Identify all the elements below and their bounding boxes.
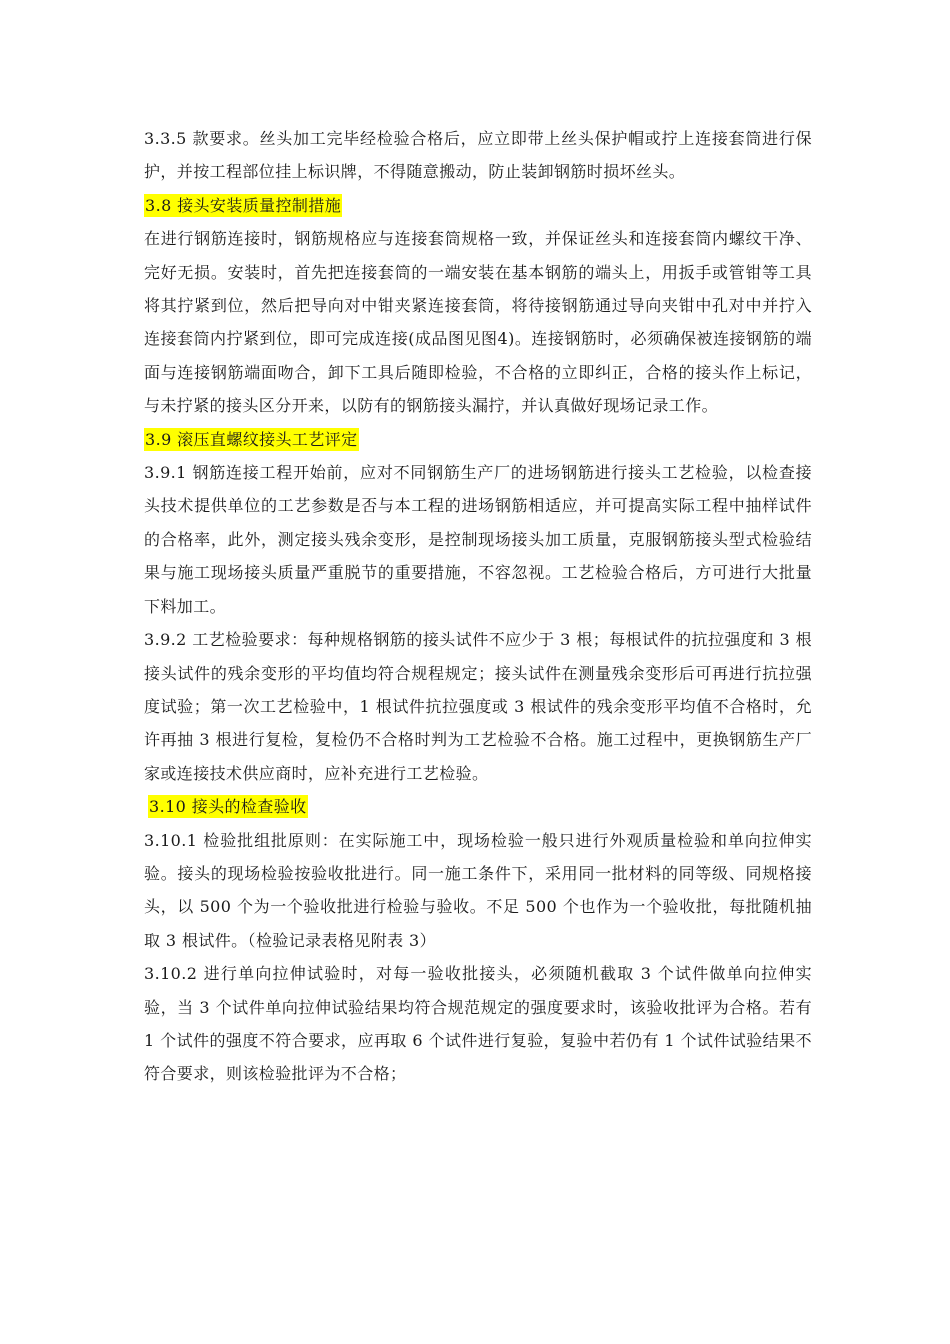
document-page: [144, 122, 812, 1091]
section-3-9-heading: [144, 423, 812, 456]
section-3-8-paragraph: 在进行钢筋连接时，钢筋规格应与连接套筒规格一致，并保证丝头和连接套筒内螺纹干净、完好无损。安装时，首先把连接套筒的一端安装在基本钢筋的端头上，用扳手或管钳等工具将其拧紧到位，然后把导向对中钳夹紧连接套筒，将待接钢筋通过导向夹钳中孔对中并拧入连接套筒内拧紧到位，即可完成连接(成品图见图4)。连接钢筋时，必须确保被连接钢筋的端面与连接钢筋端面吻合，卸下工具后随即检验，不合格的立即纠正，合格的接头作上标记，与未拧紧的接头区分开来，以防有的钢筋接头漏拧，并认真做好现场记录工作。: [144, 229, 812, 416]
section-3-8-heading-text: 3.8 接头安装质量控制措施: [145, 195, 342, 215]
section-3-10-2-paragraph: 3.10.2 进行单向拉伸试验时，对每一验收批接头，必须随机截取 3 个试件做单向拉伸实验，当 3 个试件单向拉伸试验结果均符合规范规定的强度要求时，该验收批评为合格。若有 1 个试件的强度不符合要求，应再取 6 个试件进行复验，复验中若仍有 1 个试件试验结果不符合要求，则该检验批评为不合格；: [144, 964, 812, 1084]
section-3-10-heading: [144, 790, 812, 823]
section-3-9-2-paragraph: 3.9.2 工艺检验要求：每种规格钢筋的接头试件不应少于 3 根；每根试件的抗拉强度和 3 根接头试件的残余变形的平均值均符合规程规定；接头试件在测量残余变形后可再进行抗拉强度试验；第一次工艺检验中，1 根试件抗拉强度或 3 根试件的残余变形平均值不合格时，允许再抽 3 根进行复检，复检仍不合格时判为工艺检验不合格。施工过程中，更换钢筋生产厂家或连接技术供应商时，应补充进行工艺检验。: [144, 630, 812, 783]
section-3-10-1-paragraph: 3.10.1 检验批组批原则：在实际施工中，现场检验一般只进行外观质量检验和单向拉伸实验。接头的现场检验按验收批进行。同一施工条件下，采用同一批材料的同等级、同规格接头，以 500 个为一个验收批进行检验与验收。不足 500 个也作为一个验收批，每批随机抽取 3 根试件。（检验记录表格见附表 3）: [144, 830, 812, 950]
section-3-9-heading-text: 3.9 滚压直螺纹接头工艺评定: [145, 429, 358, 449]
section-3-9-1-paragraph: 3.9.1 钢筋连接工程开始前，应对不同钢筋生产厂的进场钢筋进行接头工艺检验，以检查接头技术提供单位的工艺参数是否与本工程的进场钢筋相适应，并可提高实际工程中抽样试件的合格率，此外，测定接头残余变形，是控制现场接头加工质量，克服钢筋接头型式检验结果与施工现场接头质量严重脱节的重要措施，不容忽视。工艺检验合格后，方可进行大批量下料加工。: [144, 463, 812, 616]
section-3-8-heading: [144, 189, 812, 222]
intro-paragraph: 3.3.5 款要求。丝头加工完毕经检验合格后，应立即带上丝头保护帽或拧上连接套筒进行保护，并按工程部位挂上标识牌，不得随意搬动，防止装卸钢筋时损坏丝头。: [144, 129, 812, 182]
section-3-10-heading-text: 3.10 接头的检查验收: [149, 797, 307, 817]
